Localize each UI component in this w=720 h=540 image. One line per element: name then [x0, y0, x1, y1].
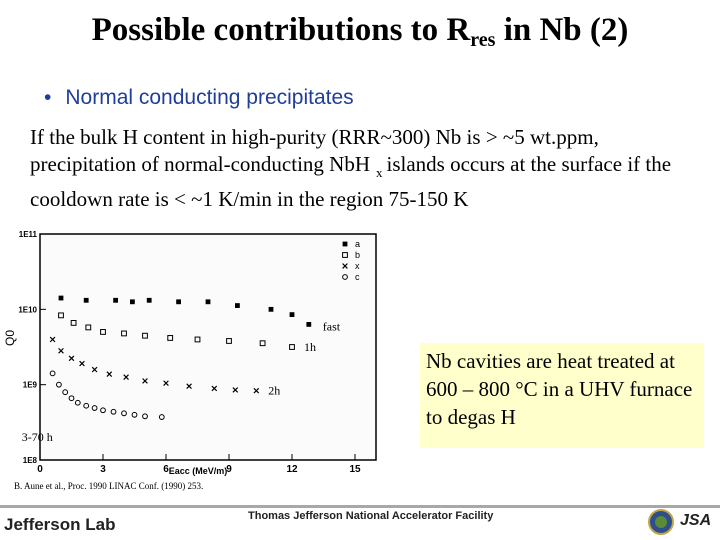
x-tick-label: 6 — [163, 464, 169, 475]
data-point — [290, 312, 295, 317]
x-axis-label: Eacc (MeV/m) — [168, 466, 228, 476]
x-tick-label: 0 — [37, 464, 43, 475]
legend-label: x — [355, 261, 360, 271]
data-point — [130, 299, 135, 304]
legend-label: b — [355, 250, 361, 260]
q-vs-e-plot — [0, 226, 390, 476]
y-tick-label: 1E9 — [22, 380, 37, 390]
doe-seal-icon — [648, 509, 674, 535]
title-main: Possible contributions to R — [91, 12, 471, 48]
data-point — [176, 299, 181, 304]
y-tick-label: 1E11 — [18, 230, 37, 239]
x-tick-label: 15 — [349, 464, 361, 475]
bullet-text: Normal conducting precipitates — [65, 86, 354, 109]
jefferson-lab-logo: Jefferson Lab — [4, 515, 116, 534]
data-point — [235, 303, 240, 308]
series-label: 2h — [268, 383, 281, 398]
data-point — [84, 298, 89, 303]
note-box: Nb cavities are heat treated at 600 – 800 °C in a UHV furnace to degas H — [420, 343, 704, 448]
legend-label: c — [355, 272, 360, 282]
paragraph-part2: islands occurs at the surface if the cooldown rate is < ~1 K/min in the region 75-150 K — [30, 151, 672, 211]
x-tick-label: 12 — [286, 464, 298, 475]
x-tick-label: 3 — [100, 464, 106, 475]
series-label: 3-70 h — [21, 430, 53, 445]
paragraph-part1: If the bulk H content in high-purity (RRR~300) Nb is > ~5 wt.ppm, precipitation of normal-conducting NbH — [30, 125, 599, 176]
citation: B. Aune et al., Proc. 1990 LINAC Conf. (1990) 253. — [14, 481, 204, 491]
plot-frame — [40, 234, 376, 460]
facility-name: Thomas Jefferson National Accelerator Facility — [248, 510, 494, 522]
paragraph-subscript: x — [376, 164, 383, 180]
footer — [0, 505, 720, 540]
x-tick-label: 9 — [226, 464, 232, 475]
y-tick-label: 1E10 — [18, 305, 37, 315]
legend-marker — [343, 242, 348, 247]
data-point — [147, 298, 152, 303]
footer-rule — [0, 505, 720, 508]
series-label: fast — [322, 319, 341, 334]
slide-title — [0, 12, 720, 52]
legend-label: a — [355, 239, 361, 249]
series-label: 1h — [304, 340, 316, 354]
bullet-item — [44, 86, 354, 110]
body-paragraph — [30, 124, 700, 227]
data-point — [306, 322, 311, 327]
y-tick-label: 1E8 — [22, 456, 37, 465]
data-point — [59, 296, 64, 301]
data-point — [269, 307, 274, 312]
y-axis-label: Q0 — [3, 329, 17, 346]
data-point — [206, 299, 211, 304]
bullet-dot: • — [44, 86, 52, 109]
title-tail: in Nb (2) — [495, 12, 629, 48]
data-point — [113, 298, 118, 303]
jsa-logo: JSA — [680, 512, 712, 529]
title-subscript: res — [470, 29, 496, 51]
